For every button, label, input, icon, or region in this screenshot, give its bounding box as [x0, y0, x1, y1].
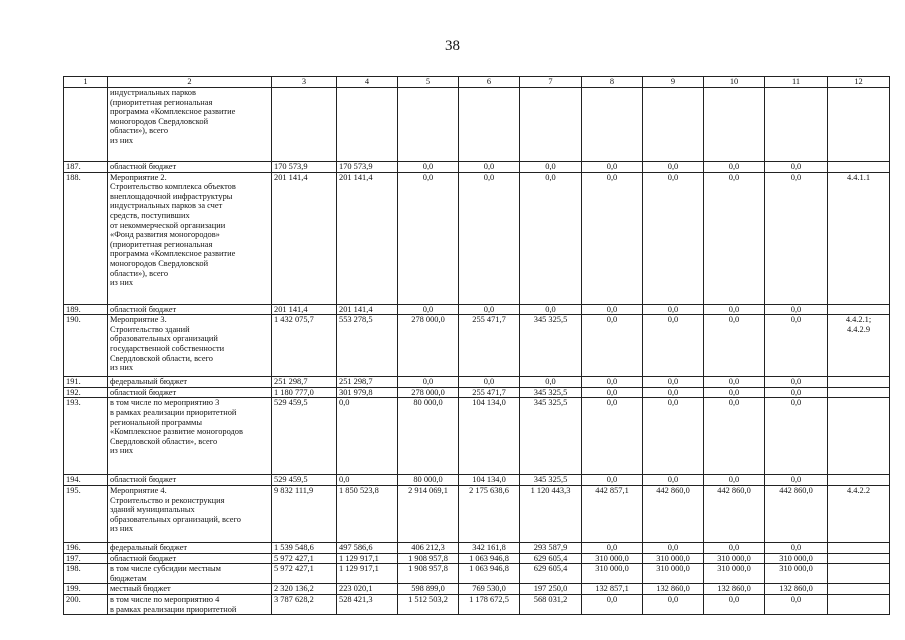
cell-col-3: 201 141,4 — [272, 304, 337, 315]
row-name: в том числе по мероприятию 4 в рамках реализации приоритетной — [108, 594, 272, 614]
row-name: Мероприятие 3. Строительство зданий образовательных организаций государственной собственности Свердловской области, всего из них — [108, 315, 272, 377]
row-number: 197. — [64, 553, 108, 564]
target-code — [828, 584, 890, 595]
cell-col-4: 1 129 917,1 — [337, 553, 398, 564]
cell-col-6: 342 161,8 — [459, 542, 520, 553]
table-row — [64, 584, 890, 595]
cell-col-6: 104 134,0 — [459, 398, 520, 475]
column-header-5: 5 — [398, 77, 459, 88]
target-code — [828, 564, 890, 584]
table-row — [64, 594, 890, 614]
row-name: индустриальных парков (приоритетная региональная программа «Комплексное развитие моногородов Свердловской области»), всего из них — [108, 88, 272, 162]
cell-col-8: 0,0 — [582, 172, 643, 304]
cell-col-10: 0,0 — [704, 475, 765, 486]
column-header-3: 3 — [272, 77, 337, 88]
target-code — [828, 377, 890, 388]
column-header-12: 12 — [828, 77, 890, 88]
cell-col-7: 0,0 — [520, 172, 582, 304]
cell-col-11: 0,0 — [765, 475, 828, 486]
cell-col-3: 201 141,4 — [272, 172, 337, 304]
cell-col-7: 568 031,2 — [520, 594, 582, 614]
budget-table — [63, 76, 890, 615]
cell-col-8: 0,0 — [582, 594, 643, 614]
cell-col-11: 132 860,0 — [765, 584, 828, 595]
table-row — [64, 485, 890, 542]
cell-col-5: 80 000,0 — [398, 398, 459, 475]
cell-col-5: 278 000,0 — [398, 387, 459, 398]
table-row — [64, 564, 890, 584]
target-code — [828, 475, 890, 486]
column-header-9: 9 — [643, 77, 704, 88]
cell-col-7: 345 325,5 — [520, 387, 582, 398]
cell-col-9: 0,0 — [643, 387, 704, 398]
cell-col-6: 104 134,0 — [459, 475, 520, 486]
cell-col-3: 9 832 111,9 — [272, 485, 337, 542]
cell-col-6: 2 175 638,6 — [459, 485, 520, 542]
cell-col-3: 5 972 427,1 — [272, 553, 337, 564]
cell-col-6 — [459, 88, 520, 162]
cell-col-10 — [704, 88, 765, 162]
cell-col-7: 629 605,4 — [520, 564, 582, 584]
cell-col-11: 0,0 — [765, 315, 828, 377]
cell-col-7: 345 325,5 — [520, 475, 582, 486]
row-number: 193. — [64, 398, 108, 475]
cell-col-10: 310 000,0 — [704, 564, 765, 584]
target-code — [828, 387, 890, 398]
cell-col-10: 0,0 — [704, 315, 765, 377]
table-row — [64, 553, 890, 564]
row-number — [64, 88, 108, 162]
cell-col-3: 1 539 548,6 — [272, 542, 337, 553]
cell-col-9: 132 860,0 — [643, 584, 704, 595]
cell-col-8: 0,0 — [582, 304, 643, 315]
target-code — [828, 88, 890, 162]
row-name: областной бюджет — [108, 304, 272, 315]
cell-col-8: 0,0 — [582, 475, 643, 486]
cell-col-4: 528 421,3 — [337, 594, 398, 614]
cell-col-8: 0,0 — [582, 377, 643, 388]
cell-col-9: 0,0 — [643, 162, 704, 173]
table-row — [64, 315, 890, 377]
row-number: 188. — [64, 172, 108, 304]
cell-col-11: 0,0 — [765, 387, 828, 398]
row-number: 189. — [64, 304, 108, 315]
cell-col-3: 251 298,7 — [272, 377, 337, 388]
cell-col-3: 529 459,5 — [272, 475, 337, 486]
cell-col-9: 0,0 — [643, 377, 704, 388]
cell-col-11: 0,0 — [765, 542, 828, 553]
cell-col-6: 1 178 672,5 — [459, 594, 520, 614]
cell-col-8: 0,0 — [582, 162, 643, 173]
row-number: 194. — [64, 475, 108, 486]
cell-col-6: 1 063 946,8 — [459, 553, 520, 564]
row-number: 198. — [64, 564, 108, 584]
cell-col-5: 1 908 957,8 — [398, 564, 459, 584]
column-header-10: 10 — [704, 77, 765, 88]
column-header-6: 6 — [459, 77, 520, 88]
cell-col-9 — [643, 88, 704, 162]
row-number: 187. — [64, 162, 108, 173]
cell-col-5: 0,0 — [398, 304, 459, 315]
row-name: местный бюджет — [108, 584, 272, 595]
page-number: 38 — [445, 38, 460, 54]
cell-col-9: 310 000,0 — [643, 553, 704, 564]
target-code — [828, 542, 890, 553]
cell-col-4: 1 850 523,8 — [337, 485, 398, 542]
cell-col-7: 345 325,5 — [520, 398, 582, 475]
target-code: 4.4.2.2 — [828, 485, 890, 542]
cell-col-5: 598 899,0 — [398, 584, 459, 595]
cell-col-9: 0,0 — [643, 315, 704, 377]
cell-col-8: 310 000,0 — [582, 564, 643, 584]
table-row — [64, 387, 890, 398]
row-name: в том числе по мероприятию 3 в рамках реализации приоритетной региональной программы «Комплексное развитие моногородов Свердловской области», всего из них — [108, 398, 272, 475]
row-name: областной бюджет — [108, 387, 272, 398]
cell-col-6: 1 063 946,8 — [459, 564, 520, 584]
cell-col-6: 255 471,7 — [459, 387, 520, 398]
cell-col-11: 0,0 — [765, 162, 828, 173]
cell-col-3: 1 180 777,0 — [272, 387, 337, 398]
cell-col-6: 0,0 — [459, 304, 520, 315]
cell-col-10: 0,0 — [704, 304, 765, 315]
column-header-4: 4 — [337, 77, 398, 88]
cell-col-8: 0,0 — [582, 315, 643, 377]
cell-col-10: 442 860,0 — [704, 485, 765, 542]
row-number: 200. — [64, 594, 108, 614]
cell-col-10: 310 000,0 — [704, 553, 765, 564]
cell-col-4: 0,0 — [337, 398, 398, 475]
cell-col-5: 278 000,0 — [398, 315, 459, 377]
cell-col-11: 0,0 — [765, 377, 828, 388]
cell-col-7 — [520, 88, 582, 162]
table-row — [64, 398, 890, 475]
row-name: в том числе субсидии местным бюджетам — [108, 564, 272, 584]
cell-col-9: 442 860,0 — [643, 485, 704, 542]
row-name: федеральный бюджет — [108, 542, 272, 553]
table-row — [64, 475, 890, 486]
column-header-11: 11 — [765, 77, 828, 88]
cell-col-5: 0,0 — [398, 162, 459, 173]
cell-col-3: 5 972 427,1 — [272, 564, 337, 584]
row-name: Мероприятие 4. Строительство и реконструкция зданий муниципальных образовательных организаций, всего из них — [108, 485, 272, 542]
cell-col-3: 2 320 136,2 — [272, 584, 337, 595]
cell-col-6: 0,0 — [459, 172, 520, 304]
cell-col-8: 310 000,0 — [582, 553, 643, 564]
cell-col-7: 1 120 443,3 — [520, 485, 582, 542]
table-header-row — [64, 77, 890, 88]
row-name: областной бюджет — [108, 553, 272, 564]
target-code: 4.4.1.1 — [828, 172, 890, 304]
row-number: 196. — [64, 542, 108, 553]
cell-col-10: 0,0 — [704, 377, 765, 388]
cell-col-9: 0,0 — [643, 304, 704, 315]
row-name: областной бюджет — [108, 475, 272, 486]
cell-col-4: 201 141,4 — [337, 304, 398, 315]
target-code — [828, 304, 890, 315]
cell-col-7: 293 587,9 — [520, 542, 582, 553]
cell-col-7: 345 325,5 — [520, 315, 582, 377]
cell-col-8: 132 857,1 — [582, 584, 643, 595]
cell-col-4: 223 020,1 — [337, 584, 398, 595]
row-number: 190. — [64, 315, 108, 377]
cell-col-11: 310 000,0 — [765, 553, 828, 564]
column-header-2: 2 — [108, 77, 272, 88]
column-header-1: 1 — [64, 77, 108, 88]
cell-col-9: 0,0 — [643, 475, 704, 486]
cell-col-7: 0,0 — [520, 377, 582, 388]
cell-col-7: 197 250,0 — [520, 584, 582, 595]
target-code — [828, 553, 890, 564]
cell-col-10: 0,0 — [704, 398, 765, 475]
table-row — [64, 542, 890, 553]
target-code: 4.4.2.1; 4.4.2.9 — [828, 315, 890, 377]
cell-col-4: 301 979,8 — [337, 387, 398, 398]
cell-col-4: 497 586,6 — [337, 542, 398, 553]
cell-col-9: 0,0 — [643, 594, 704, 614]
cell-col-3: 170 573,9 — [272, 162, 337, 173]
cell-col-4 — [337, 88, 398, 162]
cell-col-4: 0,0 — [337, 475, 398, 486]
table-body — [64, 88, 890, 615]
column-header-8: 8 — [582, 77, 643, 88]
cell-col-8: 0,0 — [582, 542, 643, 553]
cell-col-8: 0,0 — [582, 387, 643, 398]
cell-col-5: 80 000,0 — [398, 475, 459, 486]
cell-col-6: 255 471,7 — [459, 315, 520, 377]
row-number: 195. — [64, 485, 108, 542]
cell-col-5 — [398, 88, 459, 162]
cell-col-8 — [582, 88, 643, 162]
cell-col-9: 0,0 — [643, 542, 704, 553]
cell-col-11: 0,0 — [765, 304, 828, 315]
cell-col-5: 406 212,3 — [398, 542, 459, 553]
cell-col-10: 0,0 — [704, 172, 765, 304]
cell-col-5: 0,0 — [398, 377, 459, 388]
cell-col-7: 0,0 — [520, 304, 582, 315]
cell-col-7: 0,0 — [520, 162, 582, 173]
cell-col-9: 310 000,0 — [643, 564, 704, 584]
target-code — [828, 594, 890, 614]
cell-col-4: 251 298,7 — [337, 377, 398, 388]
table-row — [64, 162, 890, 173]
table-row — [64, 304, 890, 315]
cell-col-11: 0,0 — [765, 594, 828, 614]
cell-col-4: 553 278,5 — [337, 315, 398, 377]
cell-col-7: 629 605,4 — [520, 553, 582, 564]
row-name: областной бюджет — [108, 162, 272, 173]
cell-col-10: 0,0 — [704, 542, 765, 553]
row-name: Мероприятие 2. Строительство комплекса объектов внеплощадочной инфраструктуры индустриальных парков за счет средств, поступивших от некоммерческой организации «Фонд развития моногородов» (приоритетная региональная программа «Комплексное развитие моногородов Свердловской области»), всего из них — [108, 172, 272, 304]
table-row — [64, 377, 890, 388]
cell-col-11: 0,0 — [765, 172, 828, 304]
row-name: федеральный бюджет — [108, 377, 272, 388]
cell-col-9: 0,0 — [643, 172, 704, 304]
cell-col-5: 1 908 957,8 — [398, 553, 459, 564]
table-row — [64, 88, 890, 162]
cell-col-10: 0,0 — [704, 594, 765, 614]
cell-col-4: 1 129 917,1 — [337, 564, 398, 584]
cell-col-11 — [765, 88, 828, 162]
cell-col-3: 529 459,5 — [272, 398, 337, 475]
cell-col-6: 0,0 — [459, 377, 520, 388]
cell-col-11: 0,0 — [765, 398, 828, 475]
cell-col-8: 0,0 — [582, 398, 643, 475]
cell-col-10: 0,0 — [704, 387, 765, 398]
cell-col-5: 0,0 — [398, 172, 459, 304]
cell-col-4: 201 141,4 — [337, 172, 398, 304]
row-number: 199. — [64, 584, 108, 595]
target-code — [828, 162, 890, 173]
cell-col-11: 442 860,0 — [765, 485, 828, 542]
cell-col-5: 1 512 503,2 — [398, 594, 459, 614]
cell-col-9: 0,0 — [643, 398, 704, 475]
cell-col-6: 0,0 — [459, 162, 520, 173]
row-number: 192. — [64, 387, 108, 398]
cell-col-10: 0,0 — [704, 162, 765, 173]
row-number: 191. — [64, 377, 108, 388]
cell-col-3 — [272, 88, 337, 162]
cell-col-5: 2 914 069,1 — [398, 485, 459, 542]
cell-col-6: 769 530,0 — [459, 584, 520, 595]
table-row — [64, 172, 890, 304]
target-code — [828, 398, 890, 475]
cell-col-4: 170 573,9 — [337, 162, 398, 173]
cell-col-8: 442 857,1 — [582, 485, 643, 542]
cell-col-11: 310 000,0 — [765, 564, 828, 584]
cell-col-3: 3 787 628,2 — [272, 594, 337, 614]
cell-col-10: 132 860,0 — [704, 584, 765, 595]
cell-col-3: 1 432 075,7 — [272, 315, 337, 377]
column-header-7: 7 — [520, 77, 582, 88]
